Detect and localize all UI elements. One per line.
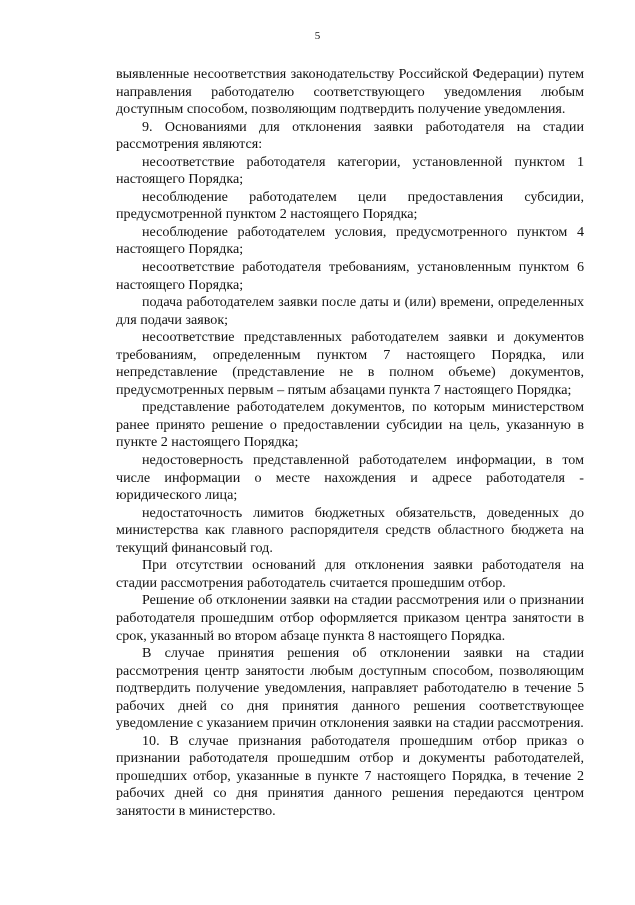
paragraph: недостаточность лимитов бюджетных обязательств, доведенных до министерства как главного распорядителя средств областного бюджета на текущий финансовый год. xyxy=(116,504,584,556)
paragraph: При отсутствии оснований для отклонения заявки работодателя на стадии рассмотрения работодатель считается прошедшим отбор. xyxy=(116,557,584,591)
paragraph: 9. Основаниями для отклонения заявки работодателя на стадии рассмотрения являются: xyxy=(116,118,584,153)
paragraph: подача работодателем заявки после даты и (или) времени, определенных для подачи заявок; xyxy=(116,294,584,328)
paragraph: несоответствие работодателя категории, установленной пунктом 1 настоящего Порядка; xyxy=(116,153,584,188)
page-number: 5 xyxy=(314,30,321,42)
paragraph: выявленные несоответствия законодательству Российской Федерации) путем направления работодателю соответствующего уведомления любым доступным способом, позволяющим подтвердить получение уведомления. xyxy=(116,66,584,118)
paragraph: 10. В случае признания работодателя прошедшим отбор приказ о признании работодателя прошедшим отбор и документы работодателей, прошедших отбор, указанные в пункте 7 настоящего Порядка, в течение 2 рабочих дней со дня принятия данного решения передаются центром занятости в министерство. xyxy=(116,732,584,819)
document-body xyxy=(116,66,584,821)
paragraph: несоответствие представленных работодателем заявки и документов требованиям, определенным пунктом 7 настоящего Порядка, или непредставление (представление не в полном объеме) документов, предусмотренных первым – пятым абзацами пункта 7 настоящего Порядка; xyxy=(116,329,584,398)
paragraph: недостоверность представленной работодателем информации, в том числе информации о месте нахождения и адресе работодателя - юридического лица; xyxy=(116,452,584,504)
paragraph: несоответствие работодателя требованиям, установленным пунктом 6 настоящего Порядка; xyxy=(116,259,584,293)
paragraph: несоблюдение работодателем цели предоставления субсидии, предусмотренной пунктом 2 настоящего Порядка; xyxy=(116,188,584,223)
paragraph: представление работодателем документов, по которым министерством ранее принято решение о предоставлении субсидии на цель, указанную в пункте 2 настоящего Порядка; xyxy=(116,399,584,451)
paragraph: несоблюдение работодателем условия, предусмотренного пунктом 4 настоящего Порядка; xyxy=(116,223,584,258)
paragraph: В случае принятия решения об отклонении заявки на стадии рассмотрения центр занятости любым доступным способом, позволяющим подтвердить получение уведомления, направляет работодателю в течение 5 рабочих дней со дня принятия данного решения соответствующее уведомление с указанием причин отклонения заявки на стадии рассмотрения. xyxy=(116,645,584,732)
paragraph: Решение об отклонении заявки на стадии рассмотрения или о признании работодателя прошедшим отбор оформляется приказом центра занятости в срок, указанный во втором абзаце пункта 8 настоящего Порядка. xyxy=(116,592,584,644)
